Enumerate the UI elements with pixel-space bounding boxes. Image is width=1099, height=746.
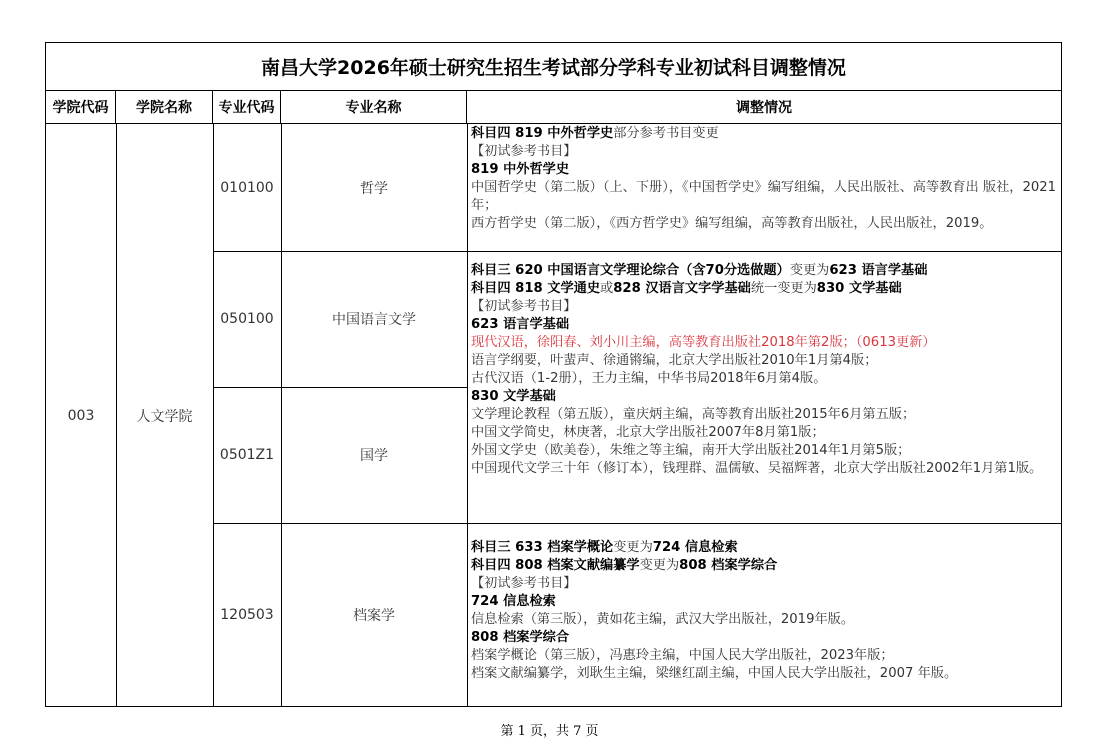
header-major-name: 专业名称 (281, 91, 467, 123)
adjustment-chinese (471, 262, 1059, 522)
page-footer: 第 1 页，共 7 页 (500, 724, 599, 739)
college-code-cell: 003 (67, 407, 95, 424)
adjustment-table (45, 42, 1062, 707)
subject-change-line: 科目三 620 中国语言文学理论综合（含70分选做题）变更为623 语言学基础 (471, 263, 928, 278)
subject-change-line: 科目三 633 档案学概论变更为724 信息检索 (471, 540, 738, 555)
adjustment-philosophy (471, 125, 1059, 250)
grid-line (467, 124, 468, 707)
subject-change-line: 科目四 819 中外哲学史部分参考书目变更 (471, 126, 719, 141)
reference-book: 信息检索（第三版），黄如花主编，武汉大学出版社，2019年版。 (471, 612, 855, 627)
reference-book: 西方哲学史（第二版），《西方哲学史》编写组编，高等教育出版社，人民出版社，2019。 (471, 216, 993, 231)
reference-book: 中国哲学史（第二版）（上、下册），《中国哲学史》编写组编，人民出版社、高等教育出 版社，2021年； (471, 180, 1057, 213)
reference-book: 中国现代文学三十年（修订本），钱理群、温儒敏、吴福辉著，北京大学出版社2002年1月第1版。 (471, 461, 1043, 476)
subject-heading: 623 语言学基础 (471, 317, 570, 332)
subject-change-line: 科目四 808 档案文献编纂学变更为808 档案学综合 (471, 558, 778, 573)
reference-book: 档案文献编纂学，刘耿生主编，梁继红副主编，中国人民大学出版社，2007 年版。 (471, 666, 958, 681)
reference-book: 文学理论教程（第五版），童庆炳主编，高等教育出版社2015年6月第五版； (471, 407, 916, 422)
header-row (46, 91, 1061, 124)
major-name-cell: 中国语言文学 (332, 312, 416, 328)
reference-book: 语言学纲要，叶蜚声、徐通锵编，北京大学出版社2010年1月第4版； (471, 353, 878, 368)
header-college-name: 学院名称 (116, 91, 213, 123)
major-name-cell: 档案学 (353, 608, 395, 624)
reference-book-updated: 现代汉语，徐阳春、刘小川主编，高等教育出版社2018年第2版；（0613更新） (471, 335, 936, 350)
major-code-cell: 050100 (220, 311, 274, 327)
subject-heading: 724 信息检索 (471, 594, 556, 609)
major-name-cell: 国学 (360, 448, 388, 464)
reference-book: 外国文学史（欧美卷），朱维之等主编，南开大学出版社2014年1月第5版； (471, 443, 911, 458)
major-code-cell: 120503 (220, 607, 274, 623)
header-college-code: 学院代码 (46, 91, 116, 123)
major-code-cell: 0501Z1 (219, 447, 275, 463)
section-label: 【初试参考书目】 (471, 576, 577, 591)
section-label: 【初试参考书目】 (471, 299, 577, 314)
header-adjustment: 调整情况 (736, 100, 792, 116)
reference-book: 档案学概论（第三版），冯惠玲主编，中国人民大学出版社，2023年版； (471, 648, 894, 663)
adjustment-archives (471, 539, 1059, 705)
section-label: 【初试参考书目】 (471, 144, 577, 159)
subject-change-line: 科目四 818 文学通史或828 汉语言文字学基础统一变更为830 文学基础 (471, 281, 902, 296)
college-name-cell: 人文学院 (136, 408, 193, 425)
major-code-cell: 010100 (220, 179, 274, 196)
reference-book: 古代汉语（1-2册），王力主编，中华书局2018年6月第4版。 (471, 371, 827, 386)
subject-heading: 819 中外哲学史 (471, 162, 570, 177)
subject-heading: 830 文学基础 (471, 389, 556, 404)
reference-book: 中国文学简史，林庚著，北京大学出版社2007年8月第1版； (471, 425, 825, 440)
subject-heading: 808 档案学综合 (471, 630, 570, 645)
major-name-cell: 哲学 (360, 180, 388, 197)
header-major-code: 专业代码 (213, 91, 281, 123)
table-title: 南昌大学2026年硕士研究生招生考试部分学科专业初试科目调整情况 (46, 43, 1061, 91)
